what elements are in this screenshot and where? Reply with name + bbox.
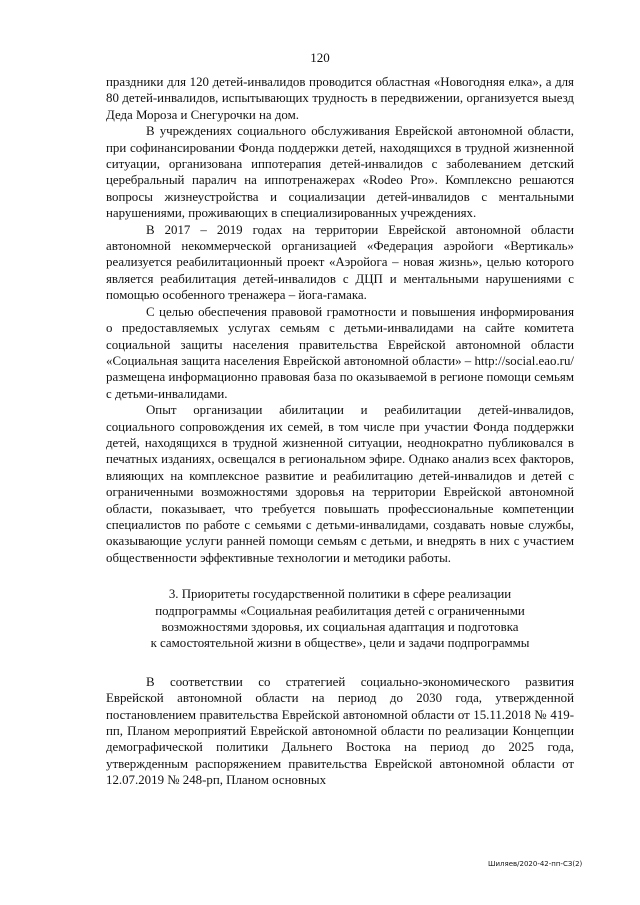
section-heading-line: возможностями здоровья, их социальная адаптация и подготовка — [161, 620, 519, 634]
paragraph-experience: Опыт организации абилитации и реабилитации детей-инвалидов, социального сопровождения их семей, в том числе при участии Фонда поддержки детей, находящихся в трудной жизненной ситуации, неоднократно публиковался в печатных изданиях, освещался в региональном эфире. Однако анализ всех факторов, влияющих на комплексное развитие и реабилитацию детей-инвалидов и детей с ограниченными возможностями здоровья на территории Еврейской автономной области, показывает, что требуется повышать профессиональные компетенции специалистов по работе с семьями с детьми-инвалидами, создавать новые службы, оказывающие услуги ранней помощи семьям с детьми, и внедрять в них с участием общественности эффективные технологии и методики работы. — [106, 403, 574, 565]
document-code: Шиляев/2020-42-пп-СЗ(2) — [488, 860, 583, 868]
paragraph-strategy: В соответствии со стратегией социально-экономического развития Еврейской автономной области на период до 2030 года, утвержденной постановлением правительства Еврейской автономной области от 15.11.2018 № 419-пп, Планом мероприятий Еврейской автономной области по реализации Концепции демографической политики Дальнего Востока на период до 2025 года, утвержденным распоряжением правительства Еврейской автономной области от 12.07.2019 № 248-рп, Планом основных — [106, 674, 574, 788]
page-number: 120 — [310, 50, 330, 65]
paragraph-aeroyoga: В 2017 – 2019 годах на территории Еврейской автономной области автономной некоммерческой организацией «Федерация аэройоги «Вертикаль» реализуется реабилитационный проект «Аэройога – новая жизнь», целью которого является реабилитация детей-инвалидов с ДЦП и ментальными нарушениями с помощью особенного тренажера – йога-гамака. — [106, 222, 574, 303]
document-body — [106, 74, 574, 789]
section-heading-line: к самостоятельной жизни в обществе», цели и задачи подпрограммы — [150, 636, 530, 651]
section-heading-line: подпрограммы «Социальная реабилитация детей с ограниченными — [155, 603, 525, 618]
section-heading — [106, 586, 574, 652]
section-heading-line: 3. Приоритеты государственной политики в сфере реализации — [168, 587, 512, 602]
paragraph-legal-info: С целью обеспечения правовой грамотности и повышения информирования о предоставляемых услугах семьям с детьми-инвалидами на сайте комитета социальной защиты населения правительства Еврейской автономной области «Социальная защита населения Еврейской автономной области» – http://social.eao.ru/ размещена информационно правовая база по оказываемой в регионе помощи семьям с детьми-инвалидами. — [106, 304, 574, 401]
paragraph-continuation: праздники для 120 детей-инвалидов проводится областная «Новогодняя елка», а для 80 детей-инвалидов, испытывающих трудность в передвижении, организуется выезд Деда Мороза и Снегурочки на дом. — [106, 75, 574, 122]
paragraph-hippotherapy: В учреждениях социального обслуживания Еврейской автономной области, при софинансировании Фонда поддержки детей, находящихся в трудной жизненной ситуации, организована иппотерапия детей-инвалидов с заболеванием детский церебральный паралич на иппотренажерах «Rodeo Pro». Комплексно решаются вопросы жизнеустройства и социализации детей-инвалидов с ментальными нарушениями, проживающих в специализированных учреждениях. — [106, 124, 574, 221]
